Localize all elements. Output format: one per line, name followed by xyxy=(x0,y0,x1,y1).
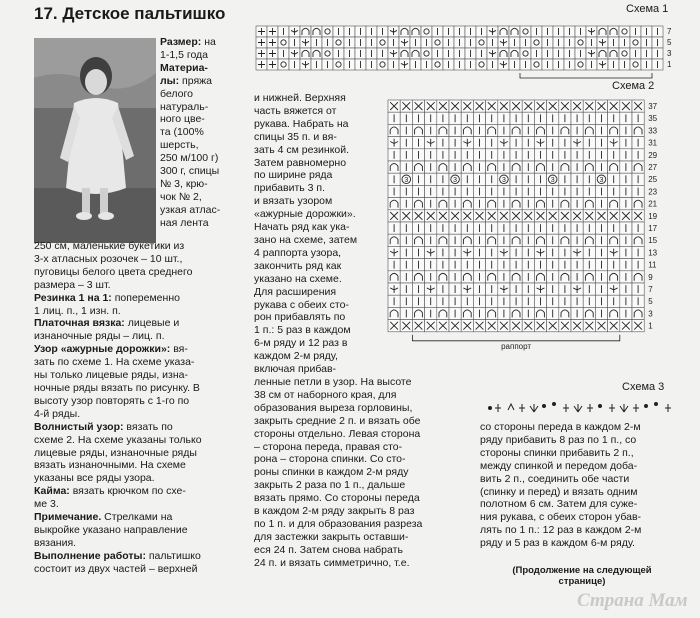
line: закрыть средние 2 п. и вязать обе xyxy=(254,414,421,427)
line: зано на схеме, затем xyxy=(254,233,358,246)
line: Затем равномерно xyxy=(254,156,347,169)
row-number: 5 xyxy=(667,38,672,47)
svg-text:3: 3 xyxy=(453,176,458,184)
row-number: 31 xyxy=(648,138,658,148)
line: закрыть 2 раза по 1 п., дальше xyxy=(254,479,406,492)
row-number: 27 xyxy=(648,163,658,172)
row-number: 21 xyxy=(648,199,658,209)
line: лицевые ряды, изнаночные ряды xyxy=(34,446,197,459)
line: схеме 2. На схеме указаны только xyxy=(34,433,202,446)
rapport-label: раппорт xyxy=(501,341,532,351)
line: рон прибавлять по xyxy=(254,311,346,324)
row-number: 33 xyxy=(648,126,658,136)
grid-cell xyxy=(432,37,443,48)
page-title: 17. Детское пальтишко xyxy=(34,4,226,23)
line: ного цве- xyxy=(160,113,205,126)
grid-cell xyxy=(619,26,630,37)
line: рукава с обеих сто- xyxy=(254,298,349,311)
line: часть вяжется от xyxy=(254,104,337,117)
schema-3-chart xyxy=(484,396,684,420)
row-number: 11 xyxy=(648,260,657,270)
row-number: 3 xyxy=(667,49,672,58)
line: в каждом 2-м ряду закрыть 8 раз xyxy=(254,505,415,518)
grid-cell xyxy=(575,59,586,70)
line: и нижней. Верхняя xyxy=(254,92,346,104)
grid-cell xyxy=(531,37,542,48)
line: высоту узор повторять с 1-го по xyxy=(34,394,190,407)
grid-cell xyxy=(322,48,333,59)
line: указано на схеме. xyxy=(254,272,342,285)
line: ряду прибавить 8 раз по 1 п., со xyxy=(480,433,637,446)
line: 4-й ряды. xyxy=(34,407,81,420)
line: Платочная вязка: лицевые и xyxy=(34,317,180,330)
row-number: 23 xyxy=(648,187,658,197)
row-number: 5 xyxy=(648,297,653,307)
line: лять по 1 п.: 12 раз в каждом 2-м xyxy=(480,524,642,537)
line: узкая атлас- xyxy=(160,203,221,216)
line: Кайма: вязать крючком по схе- xyxy=(34,485,186,498)
grid-cell xyxy=(476,59,487,70)
row-number: 7 xyxy=(648,285,653,294)
line: еся 24 п. Затем снова набрать xyxy=(254,543,403,556)
line: указаны все ряды узора. xyxy=(34,472,155,485)
rapport-bracket xyxy=(520,73,652,78)
line: ночные ряды вязать по рисунку. В xyxy=(34,381,200,394)
line: Материа- xyxy=(160,61,208,74)
line: между спинкой и передом доба- xyxy=(480,459,638,472)
line: Примечание. Стрелками на xyxy=(34,511,173,524)
grid-cell xyxy=(531,59,542,70)
line: (спинку и перед) и вязать одним xyxy=(480,485,638,498)
schema-2-grid xyxy=(388,100,644,332)
line: прибавить 3 п. xyxy=(254,182,326,195)
grid-cell xyxy=(278,59,289,70)
line: стороны отдельно. Левая сторона xyxy=(254,427,421,440)
line: со стороны переда в каждом 2-м xyxy=(480,421,641,433)
line: «ажурные дорожки». xyxy=(254,208,356,221)
left-column-top xyxy=(160,36,248,230)
line: вязать прямо. Со стороны переда xyxy=(254,492,420,505)
line: по 1 п. и для образования разреза xyxy=(254,517,423,530)
line: размера – 3 шт. xyxy=(34,278,111,291)
line: для застежки закрыть оставши- xyxy=(254,530,409,543)
line: 1-1,5 года xyxy=(160,48,209,61)
line: вить 2 п., соединить обе части xyxy=(480,472,630,485)
grid-cell xyxy=(575,37,586,48)
svg-text:3: 3 xyxy=(599,176,604,184)
line: 4 раппорта узора, xyxy=(254,246,342,259)
row-number: 35 xyxy=(648,114,658,124)
line: состоит из двух частей – верхней xyxy=(34,562,198,575)
line: по ширине ряда xyxy=(254,169,333,182)
line: лы: пряжа xyxy=(160,74,213,87)
line: вязания. xyxy=(34,536,77,549)
schema-2-label: Схема 2 xyxy=(612,80,655,92)
left-column-bottom xyxy=(34,240,246,576)
line: 1 лиц. п., 1 изн. п. xyxy=(34,304,121,317)
line: 300 г, спицы xyxy=(160,165,220,178)
line: вязать изнаночными. На схеме xyxy=(34,459,186,472)
line: ленные петли в узор. На высоте xyxy=(254,376,412,388)
line: зать 4 см резинкой. xyxy=(254,143,350,156)
schema-3-label: Схема 3 xyxy=(622,381,665,393)
line: № 3, крю- xyxy=(160,177,208,190)
row-number: 37 xyxy=(648,102,658,111)
right-column xyxy=(480,421,680,550)
line: – сторона переда, правая сто- xyxy=(254,440,403,453)
line: выкройке указано направление xyxy=(34,523,188,536)
row-number: 29 xyxy=(648,150,658,160)
grid-cell xyxy=(421,48,432,59)
line: ная лента xyxy=(160,216,209,229)
middle-column-top xyxy=(254,92,384,376)
middle-column-bottom xyxy=(254,376,474,570)
line: шерсть, xyxy=(160,139,199,152)
row-number: 3 xyxy=(648,309,653,319)
grid-cell xyxy=(322,26,333,37)
watermark: Страна Мам xyxy=(577,590,688,611)
schema-1-label: Схема 1 xyxy=(626,3,669,15)
grid-cell xyxy=(630,37,641,48)
line: спицы 35 п. и вя- xyxy=(254,130,337,143)
row-number: 7 xyxy=(667,27,672,36)
line: 1 п.: 5 раз в каждом xyxy=(254,324,351,337)
row-number: 15 xyxy=(648,236,658,246)
row-number: 17 xyxy=(648,224,658,233)
line: 24 п. и вязать симметрично, т.е. xyxy=(254,556,410,569)
line: белого xyxy=(160,87,193,100)
line: 3-х атласных розочек – 10 шт., xyxy=(34,252,183,265)
schema-1-chart xyxy=(254,24,684,84)
line: каждом 2-м ряду, xyxy=(254,350,338,363)
line: 38 см от наборного края, для xyxy=(254,388,397,401)
line: Резинка 1 на 1: попеременно xyxy=(34,291,180,304)
grid-cell xyxy=(630,59,641,70)
line: та (100% xyxy=(160,126,204,139)
row-number: 25 xyxy=(648,175,658,185)
continued-note: (Продолжение на следующей странице) xyxy=(512,565,652,587)
line: полотном 6 см. Затем для суже- xyxy=(480,498,638,511)
row-number: 1 xyxy=(667,60,672,69)
svg-text:3: 3 xyxy=(404,176,409,184)
grid-cell xyxy=(476,37,487,48)
grid-cell xyxy=(520,26,531,37)
grid-cell xyxy=(520,48,531,59)
schema-1-grid xyxy=(256,26,663,70)
line: пуговицы белого цвета среднего xyxy=(34,265,193,278)
line: образования выреза горловины, xyxy=(254,401,413,414)
line: стороны спинки прибавить 2 п., xyxy=(480,446,634,459)
line: зать по схеме 1. На схеме указа- xyxy=(34,356,195,369)
schema-2-chart xyxy=(386,98,686,376)
grid-cell xyxy=(421,26,432,37)
line: рона – сторона спинки. Со сто- xyxy=(254,453,406,466)
line: ряду и 5 раз в каждом 6-м ряду. xyxy=(480,537,635,550)
child-photo xyxy=(34,38,156,243)
row-number: 19 xyxy=(648,211,658,221)
grid-cell xyxy=(333,59,344,70)
line: и вязать узором xyxy=(254,195,333,208)
line: ны только лицевые ряды, изна- xyxy=(34,369,188,382)
line: рукава. Набрать на xyxy=(254,117,349,130)
child-photo-image xyxy=(34,38,156,243)
grid-cell xyxy=(278,37,289,48)
line: Узор «ажурные дорожки»: вя- xyxy=(34,343,188,356)
line: чок № 2, xyxy=(160,190,202,203)
line: закончить ряд как xyxy=(254,259,342,272)
svg-text:3: 3 xyxy=(501,176,506,184)
line: 6-м ряду и 12 раз в xyxy=(254,337,348,350)
grid-cell xyxy=(377,59,388,70)
line: роны спинки в каждом 2-м ряду xyxy=(254,466,409,479)
line: 250 м/100 г) xyxy=(160,152,219,165)
line: ния рукава, с обеих сторон убав- xyxy=(480,511,642,524)
line: Выполнение работы: пальтишко xyxy=(34,549,201,562)
grid-cell xyxy=(619,48,630,59)
line: Размер: на xyxy=(160,36,216,48)
line: 250 см, маленькие букетики из xyxy=(34,240,185,252)
grid-cell xyxy=(333,37,344,48)
line: включая прибав- xyxy=(254,363,337,376)
line: изнаночные ряды – лиц. п. xyxy=(34,330,165,343)
svg-text:3: 3 xyxy=(550,176,555,184)
grid-cell xyxy=(377,37,388,48)
line: Для расширения xyxy=(254,285,337,298)
line: ме 3. xyxy=(34,498,59,511)
line: Волнистый узор: вязать по xyxy=(34,420,173,433)
grid-cell xyxy=(432,59,443,70)
row-number: 1 xyxy=(648,321,653,331)
line: натураль- xyxy=(160,100,209,113)
row-number: 9 xyxy=(648,272,653,282)
line: Начать ряд как ука- xyxy=(254,221,350,234)
rapport-bracket xyxy=(412,335,619,341)
row-number: 13 xyxy=(648,248,658,258)
